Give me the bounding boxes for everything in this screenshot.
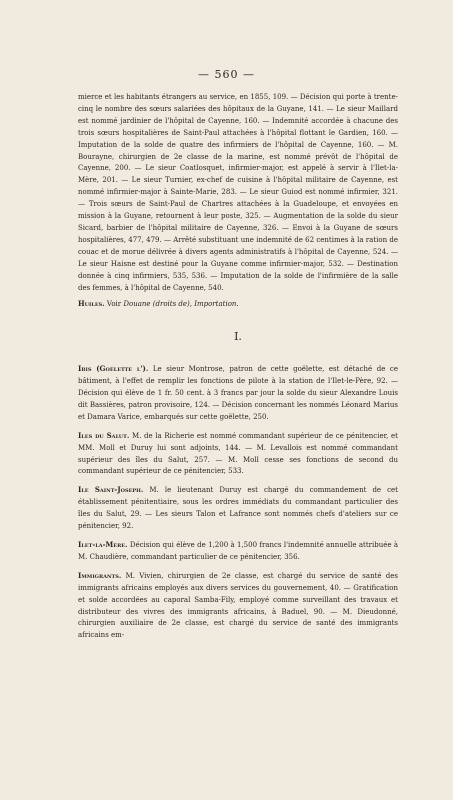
section-heading: I. <box>234 330 242 344</box>
entry-iles-du-salut <box>78 430 398 479</box>
entry-text: M. Vivien, chirurgien de 2e classe, est chargé du service de santé des immigrants africains employés aux divers services du gouvernement, 40. — Gratification et solde accordées au caporal Samba-Fily, employé comme surveillant des travaux et distributeur des vivres des immigrants africains, à Baduel, 90. — M. Dieudonné, chirurgien auxiliaire de 2e classe, est chargé du service de santé des immigrants africains em- <box>78 571 398 640</box>
entry-head: Ilet-la-Mère. <box>78 540 128 549</box>
entry-head: Iles du Salut. <box>78 430 130 440</box>
entry-immigrants <box>78 570 398 642</box>
entry-text: M. de la Richerie est nommé commandant supérieur de ce pénitencier, et MM. Moll et Duruy lui sont adjoints, 144. — M. Levallois est nommé commandant supérieur des îles du Salut, 257. — M. Moll cesse ses fonctions de second du commandant supérieur de ce pénitencier, 533. <box>78 431 398 476</box>
entry-head: Ile Saint-Joseph. <box>78 485 144 495</box>
entry-ile-saint-joseph <box>78 484 398 533</box>
voir-label: Voir <box>106 300 122 309</box>
cross-reference: Douane (droits de), Importation. <box>123 300 239 309</box>
page-number: — 560 — <box>198 68 255 81</box>
continued-paragraph: mierce et les habitants étrangers au service, en 1855, 109. — Décision qui porte à trente-cinq le nombre des sœurs salariées des hôpitaux de la Guyane, 141. — Le sieur Maillard est nommé jardinier de l'hôpital de Cayenne, 160. — Indemnité accordée à chacune des trois sœurs hospitalières de Saint-Paul attachées à l'hôpital flottant le Gardien, 160. — Imputation de la solde de quatre des infirmiers de l'hôpital de Cayenne, 160. — M. Bourayne, chirurgien de 2e classe de la marine, est nommé prévôt de l'hôpital de Cayenne, 200. — Le sieur Coatlosquet, infirmier-major, est appelé à servir à l'Ilet-la-Mère, 201. — Le sieur Turnier, ex-chef de cuisine à l'hôpital militaire de Cayenne, est nommé infirmier-major à Sainte-Marie, 283. — Le sieur Guiod est nommé infirmier, 321. — Trois sœurs de Saint-Paul de Chartres attachées à la Guadeloupe, et envoyées en mission à la Guyane, retournent à leur poste, 325. — Augmentation de la solde du sieur Sicard, barbier de l'hôpital militaire de Cayenne, 326. — Envoi à la Guyane de sœurs hospitalières, 477, 479. — Arrêté substituant une indemnité de 62 centimes à la ration de couac et de morue délivrée à divers agents administratifs à l'hôpital de Cayenne, 524. — Le sieur Haisne est destiné pour la Guyane comme infirmier-major, 532. — Destination donnée à cinq infirmiers, 535, 536. — Imputation de la solde de l'infirmière de la salle des femmes, à l'hôpital de Cayenne, 540. <box>78 93 398 292</box>
page-body <box>78 92 398 648</box>
entry-head: Immigrants. <box>78 570 122 580</box>
entry-head: Ibis (Goélette l'). <box>78 364 149 374</box>
entry-text: M. le lieutenant Duruy est chargé du commandement de cet établissement pénitentiaire, sous les ordres immédiats du commandant particulier des îles du Salut, 29. — Les sieurs Talon et Lafrance sont nommés chefs d'ateliers sur ce pénitencier, 92. <box>78 486 398 531</box>
entry-ibis <box>78 363 398 424</box>
entry-text: Décision qui élève de 1,200 à 1,500 francs l'indemnité annuelle attribuée à M. Chaudière, commandant particulier de ce pénitencier, 356. <box>78 541 398 561</box>
entry-ilet-la-mere <box>78 539 398 564</box>
entry-head: Huiles. <box>78 299 105 309</box>
entry-text: Le sieur Montrose, patron de cette goëlette, est détaché de ce bâtiment, à l'effet de remplir les fonctions de pilote à la station de l'Ilet-le-Père, 92. —Décision qui élève de 1 fr. 50 cent. à 3 francs par jour la solde du sieur Alexandre Louis dit Bassières, patron provisoire, 124. — Décision concernant les nommés Léonard Marius et Damara Varice, embarqués sur cette goëlette, 250. <box>78 365 398 421</box>
huiles-entry <box>78 298 398 311</box>
